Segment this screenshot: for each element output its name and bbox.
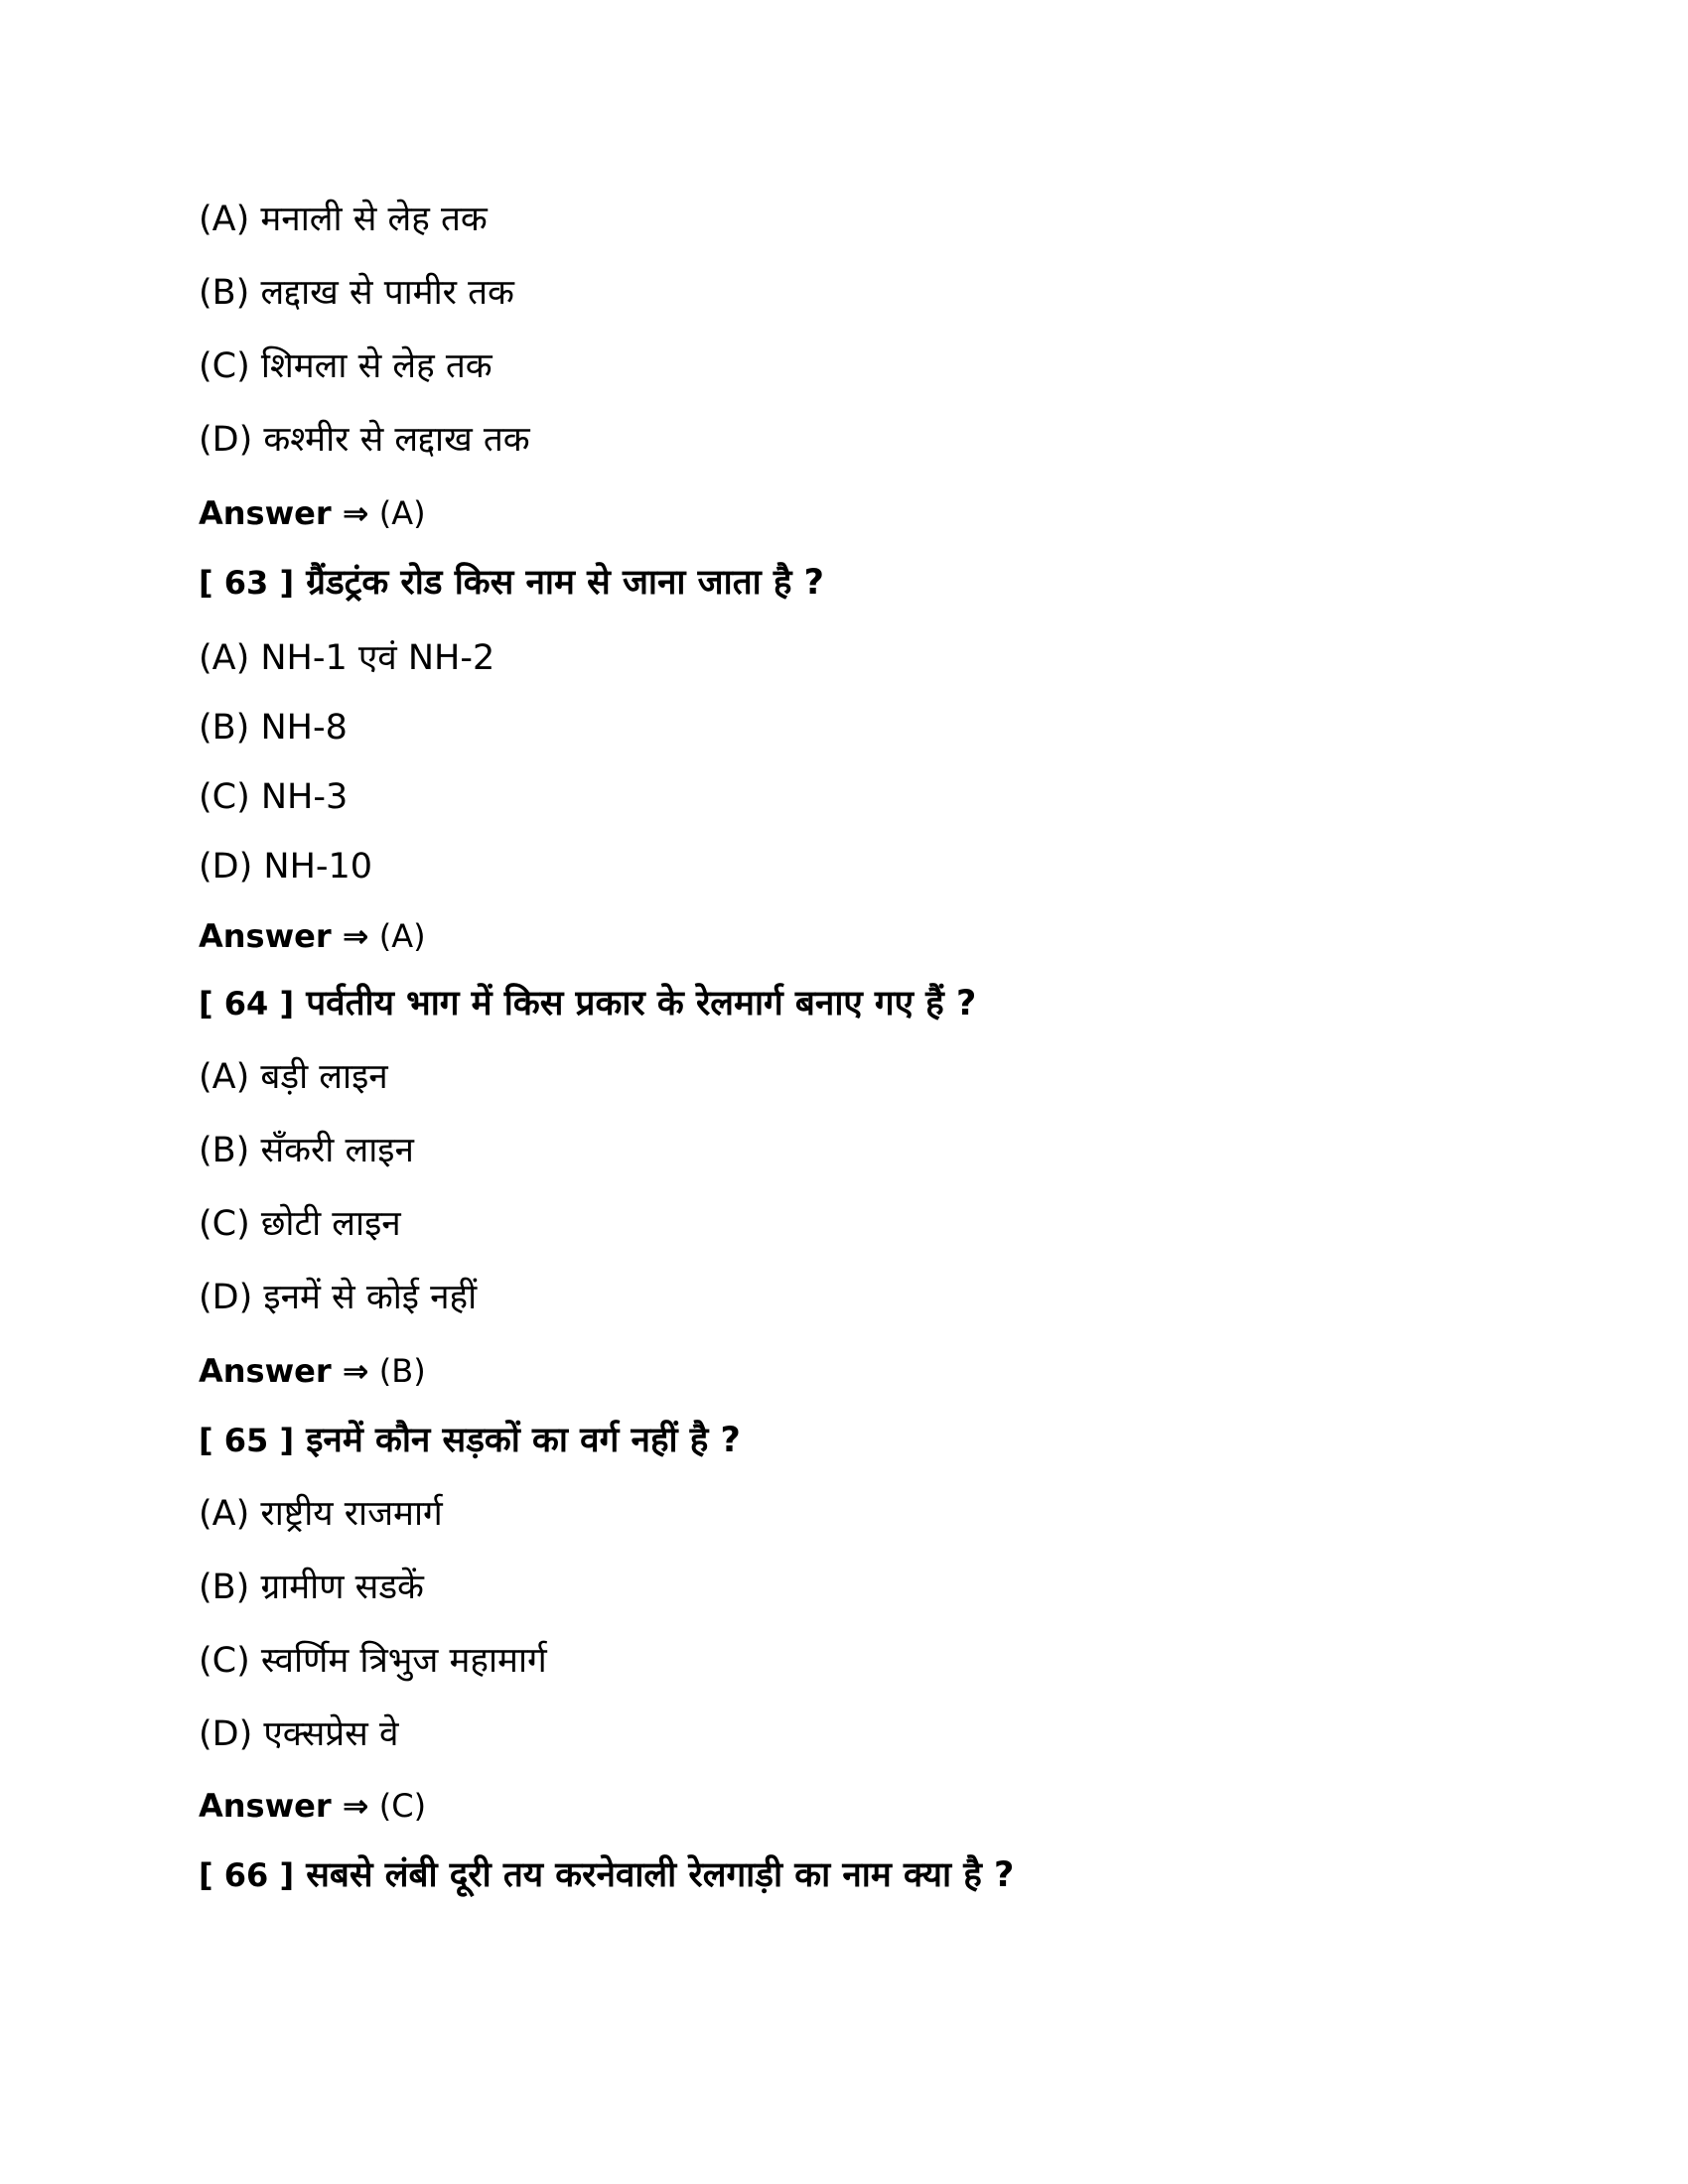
- option-c: (C) स्वर्णिम त्रिभुज महामार्ग: [199, 1641, 547, 1681]
- option-b: (B) NH-8: [199, 708, 348, 748]
- option-c: (C) छोटी लाइन: [199, 1204, 401, 1244]
- option-b: (B) सँकरी लाइन: [199, 1131, 414, 1170]
- question-number: [ 64 ]: [199, 985, 295, 1023]
- option-d: (D) NH-10: [199, 847, 373, 887]
- question-number: [ 66 ]: [199, 1856, 295, 1894]
- question-65: [199, 1420, 741, 1461]
- option-d: (D) कश्मीर से लद्दाख तक: [199, 420, 530, 460]
- question-number: [ 63 ]: [199, 564, 295, 602]
- question-66: [199, 1854, 1014, 1896]
- option-a: (A) बड़ी लाइन: [199, 1057, 388, 1097]
- option-b: (B) लद्दाख से पामीर तक: [199, 273, 514, 313]
- question-text: ग्रैंडट्रंक रोड किस नाम से जाना जाता है ?: [306, 563, 824, 603]
- option-c: (C) NH-3: [199, 777, 349, 817]
- answer-line: [199, 1787, 426, 1825]
- answer-label: Answer ⇒: [199, 1787, 369, 1825]
- question-64: [199, 983, 976, 1024]
- option-b: (B) ग्रामीण सडकें: [199, 1568, 424, 1607]
- option-a: (A) NH-1 एवं NH-2: [199, 638, 495, 678]
- question-text: पर्वतीय भाग में किस प्रकार के रेलमार्ग बनाए गए हैं ?: [306, 984, 977, 1024]
- answer-label: Answer ⇒: [199, 494, 369, 532]
- answer-value: (A): [378, 494, 426, 532]
- answer-line: [199, 1352, 426, 1390]
- option-c: (C) शिमला से लेह तक: [199, 346, 492, 386]
- answer-line: [199, 917, 426, 955]
- option-d: (D) इनमें से कोई नहीं: [199, 1278, 478, 1317]
- question-number: [ 65 ]: [199, 1422, 295, 1459]
- answer-value: (C): [378, 1787, 427, 1825]
- answer-label: Answer ⇒: [199, 1352, 369, 1390]
- option-a: (A) राष्ट्रीय राजमार्ग: [199, 1494, 443, 1534]
- question-text: सबसे लंबी दूरी तय करनेवाली रेलगाड़ी का नाम क्या है ?: [306, 1855, 1015, 1895]
- answer-value: (B): [378, 1352, 426, 1390]
- answer-value: (A): [378, 917, 426, 955]
- answer-label: Answer ⇒: [199, 917, 369, 955]
- answer-line: [199, 494, 426, 532]
- option-a: (A) मनाली से लेह तक: [199, 200, 488, 239]
- question-text: इनमें कौन सड़कों का वर्ग नहीं है ?: [306, 1421, 741, 1460]
- option-d: (D) एक्सप्रेस वे: [199, 1714, 399, 1754]
- question-63: [199, 562, 824, 604]
